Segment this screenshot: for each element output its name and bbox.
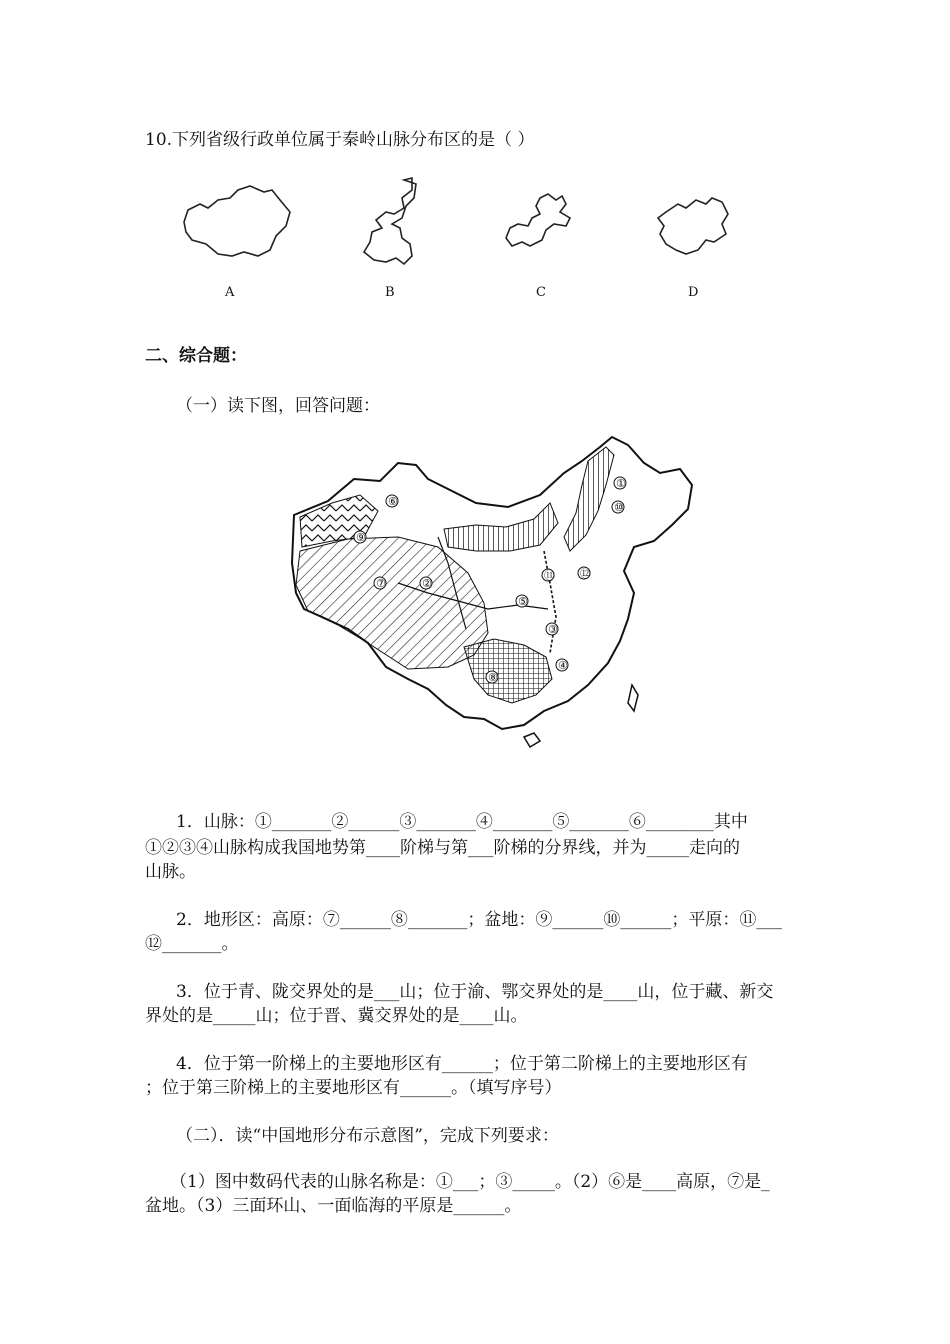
part-2-line-1: （1）图中数码代表的山脉名称是：①___；③_____。（2）⑥是____高原，⑦是_ (170, 1172, 770, 1192)
map-label-9: ⑨ (356, 531, 366, 544)
question-10-stem: 10.下列省级行政单位属于秦岭山脉分布区的是（ ） (145, 130, 535, 150)
map-label-8: ⑧ (488, 671, 498, 684)
map-label-3: ③ (548, 623, 558, 636)
part-2-line-2: 盆地。（3）三面环山、一面临海的平原是______。 (145, 1196, 522, 1216)
option-d-label: D (688, 285, 699, 300)
map-label-12: ⑫ (580, 567, 591, 580)
q1-line-2: ①②③④山脉构成我国地势第____阶梯与第___阶梯的分界线，并为_____走向的 (145, 838, 740, 858)
q1-line-3: 山脉。 (145, 862, 196, 882)
province-shape-a (178, 182, 294, 262)
q4-line-1: 4．位于第一阶梯上的主要地形区有______；位于第二阶梯上的主要地形区有 (176, 1054, 748, 1074)
section-2-heading: 二、综合题： (145, 346, 247, 366)
option-b-label: B (385, 285, 395, 300)
q1-line-1: 1．山脉：①_______②______③_______④_______⑤_______⑥________其中 (176, 812, 748, 832)
q2-line-1: 2．地形区：高原：⑦______⑧_______；盆地：⑨______⑩______；平原：⑪___ (176, 910, 782, 930)
province-shape-d (650, 190, 734, 262)
q2-line-2: ⑫_______。 (145, 934, 239, 954)
province-shape-b (356, 176, 426, 268)
map-label-4: ④ (558, 659, 568, 672)
map-label-7: ⑦ (376, 577, 386, 590)
q3-line-2: 界处的是_____山；位于晋、冀交界处的是____山。 (145, 1006, 528, 1026)
map-label-2: ② (422, 577, 432, 590)
china-terrain-map (288, 433, 698, 768)
map-label-5: ⑤ (518, 595, 528, 608)
map-label-1: ① (616, 477, 626, 490)
q4-line-2: ；位于第三阶梯上的主要地形区有______。（填写序号） (145, 1078, 562, 1098)
map-label-11: ⑪ (544, 569, 555, 582)
option-a-label: A (225, 285, 235, 300)
map-label-6: ⑥ (388, 495, 398, 508)
part-1-intro: （一）读下图，回答问题： (176, 396, 380, 416)
province-shape-c (500, 190, 580, 254)
part-2-intro: （二）．读“中国地形分布示意图”，完成下列要求： (176, 1126, 559, 1146)
map-label-10: ⑩ (614, 501, 624, 514)
option-c-label: C (536, 285, 546, 300)
q3-line-1: 3．位于青、陇交界处的是___山；位于渝、鄂交界处的是____山，位于藏、新交 (176, 982, 774, 1002)
